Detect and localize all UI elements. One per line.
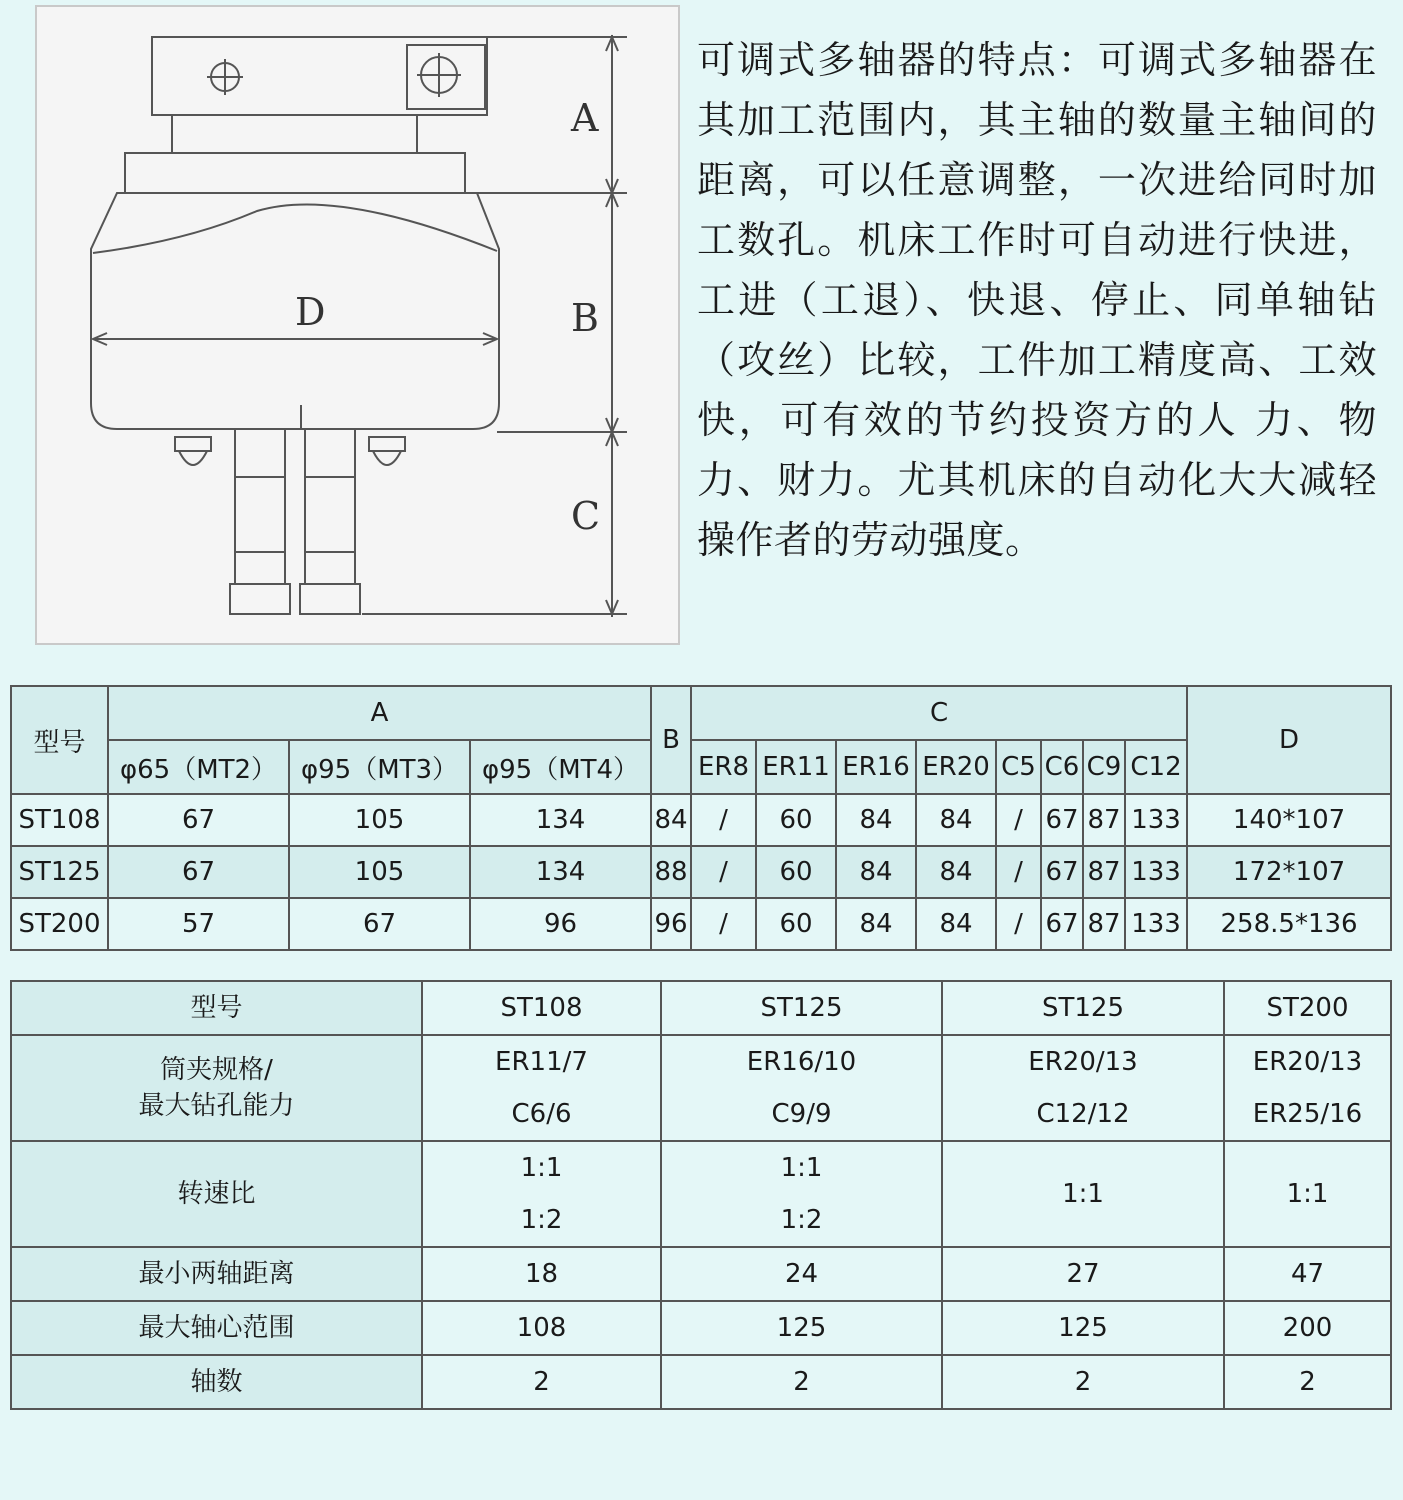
- header-a: A: [108, 686, 651, 740]
- dimension-spec-table: [10, 685, 1392, 951]
- header-c-sub: ER16: [836, 740, 916, 794]
- row-label-max-range: 最大轴心范围: [11, 1301, 422, 1355]
- cell-a: 105: [289, 794, 470, 846]
- row-label-axes: 轴数: [11, 1355, 422, 1409]
- cell-max-range: 125: [942, 1301, 1224, 1355]
- cell-a: 57: [108, 898, 289, 950]
- cell-d: 172*107: [1187, 846, 1391, 898]
- cell-c: /: [691, 898, 756, 950]
- cell-min-dist: 18: [422, 1247, 661, 1301]
- cell-c: 60: [756, 898, 836, 950]
- spindle-left: [235, 429, 285, 584]
- table-row: [11, 1141, 1391, 1247]
- header-a-sub: φ95（MT3）: [289, 740, 470, 794]
- cell-c: /: [996, 846, 1041, 898]
- cell-collet: ER20/13 ER25/16: [1224, 1035, 1391, 1141]
- header-c-sub: ER8: [691, 740, 756, 794]
- collet-label-line1: 筒夹规格/: [160, 1055, 273, 1085]
- cell-a: 67: [108, 846, 289, 898]
- cell-a: 96: [470, 898, 651, 950]
- cell-c: 87: [1083, 794, 1125, 846]
- cell-a: 134: [470, 794, 651, 846]
- header-c-sub: C5: [996, 740, 1041, 794]
- collet-nut-right: [300, 584, 360, 614]
- neck: [172, 115, 417, 153]
- cell-c: 60: [756, 794, 836, 846]
- col-model: ST125: [942, 981, 1224, 1035]
- cell-collet: ER11/7 C6/6: [422, 1035, 661, 1141]
- cell-c: 67: [1041, 794, 1083, 846]
- dim-label-d: D: [295, 290, 326, 334]
- cell-b: 88: [651, 846, 691, 898]
- cell-b: 96: [651, 898, 691, 950]
- cell-min-dist: 47: [1224, 1247, 1391, 1301]
- cell-axes: 2: [422, 1355, 661, 1409]
- cell-max-range: 125: [661, 1301, 942, 1355]
- diagram-drawing: [37, 7, 678, 643]
- cell-max-range: 200: [1224, 1301, 1391, 1355]
- spindle-right: [305, 429, 355, 584]
- cell-c: /: [691, 794, 756, 846]
- table-row: [11, 846, 1391, 898]
- cell-speed: 1:1: [942, 1141, 1224, 1247]
- cell-axes: 2: [942, 1355, 1224, 1409]
- cell-axes: 2: [1224, 1355, 1391, 1409]
- cell-c: /: [691, 846, 756, 898]
- table-row: [11, 794, 1391, 846]
- header-a-sub: φ65（MT2）: [108, 740, 289, 794]
- cell-d: 258.5*136: [1187, 898, 1391, 950]
- cell-model: ST108: [11, 794, 108, 846]
- side-nut-left: [175, 437, 211, 465]
- housing-curve: [93, 204, 497, 253]
- dim-label-b: B: [571, 296, 599, 340]
- cell-a: 134: [470, 846, 651, 898]
- cell-c: 84: [836, 794, 916, 846]
- header-c-sub: C9: [1083, 740, 1125, 794]
- header-c-sub: ER20: [916, 740, 996, 794]
- table-row: [11, 1247, 1391, 1301]
- collet-label-line2: 最大钻孔能力: [138, 1091, 295, 1121]
- cell-c: 133: [1125, 846, 1187, 898]
- table-row: [11, 1355, 1391, 1409]
- table-row: [11, 981, 1391, 1035]
- header-model: 型号: [11, 686, 108, 794]
- cell-c: 87: [1083, 846, 1125, 898]
- cell-c: 60: [756, 846, 836, 898]
- header-c: C: [691, 686, 1187, 740]
- model-capability-table: [10, 980, 1392, 1410]
- cell-speed: 1:1: [1224, 1141, 1391, 1247]
- cell-speed: 1:1 1:2: [422, 1141, 661, 1247]
- col-model: ST125: [661, 981, 942, 1035]
- col-model: ST108: [422, 981, 661, 1035]
- cell-model: ST125: [11, 846, 108, 898]
- header-b: B: [651, 686, 691, 794]
- table-row: [11, 1301, 1391, 1355]
- cell-b: 84: [651, 794, 691, 846]
- cell-c: 87: [1083, 898, 1125, 950]
- dim-label-a: A: [571, 96, 599, 140]
- clamp-block: [407, 45, 485, 109]
- row-label-model: 型号: [11, 981, 422, 1035]
- cell-model: ST200: [11, 898, 108, 950]
- collar: [125, 153, 465, 193]
- cell-axes: 2: [661, 1355, 942, 1409]
- side-nut-right: [369, 437, 405, 465]
- cell-min-dist: 27: [942, 1247, 1224, 1301]
- cell-collet: ER16/10 C9/9: [661, 1035, 942, 1141]
- cell-c: 84: [836, 846, 916, 898]
- cell-c: 67: [1041, 846, 1083, 898]
- cell-c: /: [996, 898, 1041, 950]
- cell-max-range: 108: [422, 1301, 661, 1355]
- cell-c: 67: [1041, 898, 1083, 950]
- cell-min-dist: 24: [661, 1247, 942, 1301]
- feature-description: 可调式多轴器的特点：可调式多轴器在其加工范围内，其主轴的数量主轴间的距离，可以任意调整，一次进给同时加工数孔。机床工作时可自动进行快进，工进（工退）、快退、停止、同单轴钻（攻丝）比较，工件加工精度高、工效快，可有效的节约投资方的人 力、物力、财力。尤其机床的自动化大大减轻操作者的劳动强度。: [697, 38, 1377, 562]
- row-label-speed: 转速比: [11, 1141, 422, 1247]
- header-c-sub: C12: [1125, 740, 1187, 794]
- cell-c: 84: [916, 898, 996, 950]
- table-row: [11, 1035, 1391, 1141]
- cell-a: 105: [289, 846, 470, 898]
- collet-nut-left: [230, 584, 290, 614]
- cell-c: /: [996, 794, 1041, 846]
- cell-collet: ER20/13 C12/12: [942, 1035, 1224, 1141]
- header-d: D: [1187, 686, 1391, 794]
- multi-spindle-diagram: [35, 5, 680, 645]
- cell-c: 84: [836, 898, 916, 950]
- cell-c: 133: [1125, 794, 1187, 846]
- table-row: [11, 898, 1391, 950]
- cell-d: 140*107: [1187, 794, 1391, 846]
- cell-speed: 1:1 1:2: [661, 1141, 942, 1247]
- cell-c: 133: [1125, 898, 1187, 950]
- row-label-min-dist: 最小两轴距离: [11, 1247, 422, 1301]
- cell-c: 84: [916, 846, 996, 898]
- cell-a: 67: [108, 794, 289, 846]
- cell-c: 84: [916, 794, 996, 846]
- header-a-sub: φ95（MT4）: [470, 740, 651, 794]
- header-c-sub: C6: [1041, 740, 1083, 794]
- cell-a: 67: [289, 898, 470, 950]
- col-model: ST200: [1224, 981, 1391, 1035]
- dim-label-c: C: [571, 494, 601, 538]
- header-c-sub: ER11: [756, 740, 836, 794]
- row-label-collet: [11, 1035, 422, 1141]
